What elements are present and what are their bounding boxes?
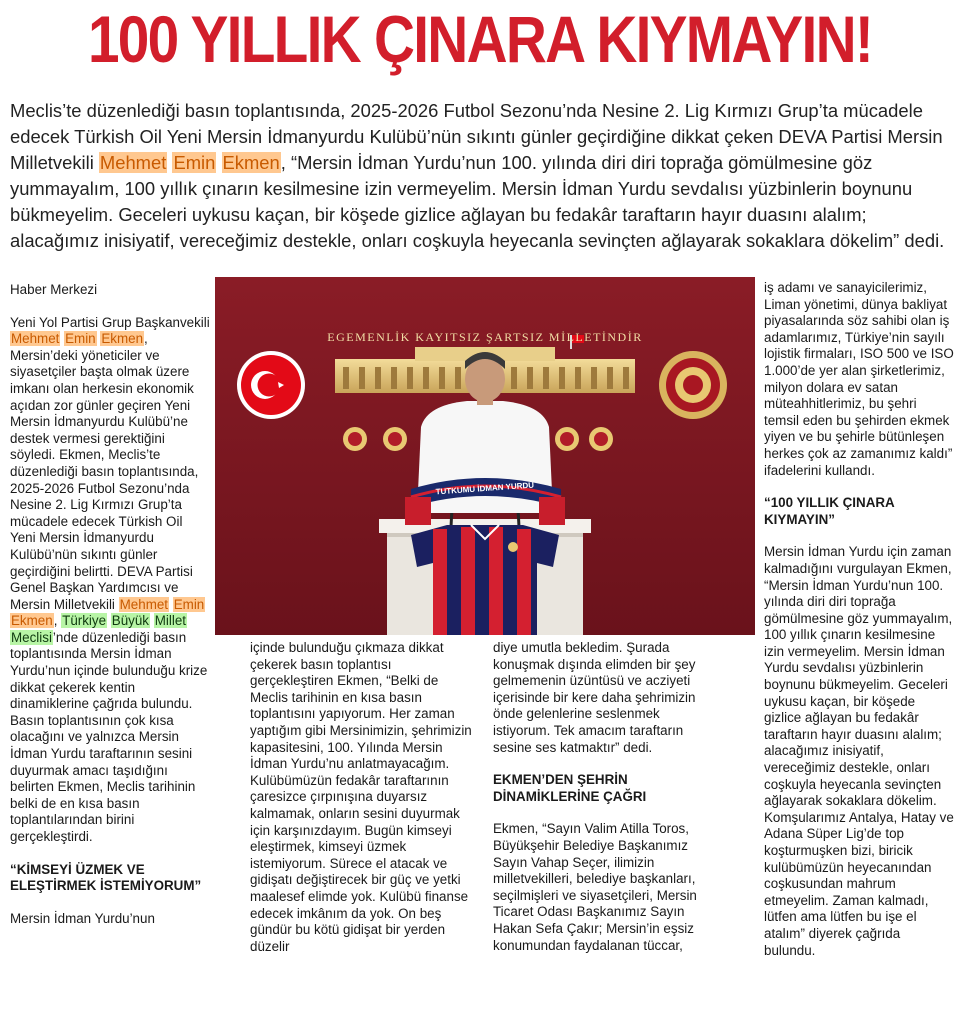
- body-text: Yeni Yol Partisi Grup Başkanvekili: [10, 314, 210, 330]
- highlight-name: Mehmet: [11, 331, 60, 347]
- body-paragraph: iş adamı ve sanayicilerimiz, Liman yönetimi, dünya bakliyat piyasalarında söz sahibi olan iş adamlarımız, Türkiye’nin sayılı lojistik firmaları, ISO 500 ve ISO 1.000’de yer alan şirketlerimiz, milyon dolara ev satan müteahhitlerimiz, bu şehri temsil eden bu şehirden ekmek yiyen ve bu şehirle bütünleşen herkes çok az zamanımız kaldı” ifadelerini kullandı.: [764, 280, 954, 478]
- parliament-press-photo: [215, 277, 755, 635]
- highlight-name: Emin: [65, 331, 96, 347]
- byline: Haber Merkezi: [10, 282, 98, 297]
- body-paragraph: içinde bulunduğu çıkmaza dikkat çekerek basın toplantısı gerçekleştiren Ekmen, “Belki de Meclis tarihinin en kısa basın toplantısını yapıyorum. Her zaman yaptığım gibi Mersinimizin, şehrimizin kapasitesini, 100. Yılında Mersin İdman Yurdu’nu anlatmayacağım. Kulübümüzün fedakâr taraftarının çaresizce çırpınışına duyarsız kalmamak, onların sesini duyurmak için karşınızdayım. Bugün kimseyi eleştirmek, kimseyi üzmek istemiyorum. Sürece el atacak ve gidişatı değiştirecek bir güç ve yetki maalesef elimde yok. Kulübü finanse edecek imkânım da yok. On beş gündür bu kötü gidişat bir yerden düzelir: [250, 640, 472, 954]
- team-jersey: [411, 525, 559, 635]
- column-2: [250, 640, 473, 955]
- banner-text: EGEMENLİK KAYITSIZ ŞARTSIZ MİLLETİNDİR: [327, 330, 643, 344]
- lead-text: , “Mersin İdman Yurdu’nun 100. yılında diri diri toprağa gömülmesine göz yummayalım, 100 yıllık çınarın kesilmesine izin vermeyelim. Mersin İdman Yurdu sevdalısı yüzbinlerin boynunu bükmeyelim. Geceleri uykusu kaçan, bir köşede gizlice ağlayan bu fedakâr taraftarın hayır duasını alalım; alacağımız inisiyatif, vereceğimiz destekle, onları coşkuyla heyecanla sevinçten ağlayarak sokaklara dökelim” dedi.: [10, 152, 945, 251]
- scarf-text: TUTKUMU İDMAN YURDU: [435, 480, 535, 497]
- section-heading: EKMEN’DEN ŞEHRİN DİNAMİKLERİNE ÇAĞRI: [493, 772, 647, 804]
- body-paragraph: Ekmen, “Sayın Valim Atilla Toros, Büyükşehir Belediye Başkanımız Sayın Vahap Seçer, ilimizin milletvekilleri, belediye başkanları, seçilmişleri ve siyasetçileri, Mersin Ticaret Odası Başkanımız Sayın Hakan Sefa Çakır; Mersin’in eşsiz konumundan faydalanan tüccar,: [493, 821, 697, 953]
- highlight-name: Emin: [173, 596, 205, 612]
- body-paragraph: Mersin İdman Yurdu’nun: [10, 910, 155, 926]
- column-1: [10, 282, 210, 927]
- article-photo: [215, 277, 755, 635]
- highlight-name: Ekmen: [11, 613, 53, 629]
- lead-text: Meclis’te düzenlediği basın toplantısında, 2025-2026 Futbol Sezonu’nda Nesine 2. Lig Kırmızı Grup’ta mücadele edecek Türkish Oil Yeni Mersin İdmanyurdu Kulübü’nün sıkıntı günler geçirdiğine dikkat çeken DEVA Partisi Mersin Milletvekili: [10, 100, 943, 173]
- column-4: [764, 280, 954, 959]
- highlight-name: Mehmet: [119, 596, 169, 612]
- body-paragraph: diye umutla bekledim. Şurada konuşmak dışında elimden bir şey gelmemenin üzüntüsü ve acziyeti içerisinde bir kere daha şehrimizin önde gelenlerine seslenmek istiyorum. Tek amacım taraftarın sesine ses katmaktır” dedi.: [493, 640, 696, 755]
- section-heading: “KİMSEYİ ÜZMEK VE ELEŞTİRMEK İSTEMİYORUM”: [10, 861, 202, 894]
- parliament-seal-icon: [659, 351, 727, 419]
- highlight-term: Meclisi: [11, 629, 52, 645]
- body-text: ’nde düzenlediği basın toplantısında Mersin İdman Yurdu’nun içinde bulunduğu krize dikkat çekerek kentin dinamiklerine çağrıda bulundu. Basın toplantısının çok kısa olacağını ve yalnızca Mersin İdman Yurdu taraftarının sesini duyurmak amacı taşıdığını belirten Ekmen, Meclis tarihinin belki de en kısa basın toplantılarından birini gerçekleştirdi.: [10, 629, 208, 844]
- highlight-name: Ekmen: [222, 152, 280, 173]
- highlight-term: Millet: [154, 613, 186, 629]
- body-text: , Mersin’deki yöneticiler ve siyasetçiler başta olmak üzere imkanı olan herkesin ekonomik açıdan zor günler geçiren Yeni Mersin İdmanyurdu Kulübü’ne destek vermesi gerektiğini söyledi. Ekmen, Meclis’te düzenlediği basın toplantısında, 2025-2026 Futbol Sezonu’nda Nesine 2. Lig Kırmızı Grup’ta mücadele edecek Türkish Oil Yeni Mersin İdmanyurdu Kulübü’nün sıkıntı günler geçirdiğini belirtti. DEVA Partisi Genel Başkan Yardımcısı ve Mersin Milletvekili: [10, 331, 199, 612]
- body-paragraph: [10, 315, 210, 846]
- highlight-name: Emin: [173, 152, 216, 173]
- headline: 100 YILLIK ÇINARA KIYMAYIN!: [87, 2, 873, 76]
- column-3: [493, 640, 717, 954]
- section-heading: “100 YILLIK ÇINARA KIYMAYIN”: [764, 495, 895, 527]
- highlight-name: Ekmen: [101, 331, 144, 347]
- lead-paragraph: [10, 98, 952, 254]
- highlight-term: Türkiye: [62, 613, 107, 629]
- body-text: ,: [53, 613, 62, 629]
- highlight-term: Büyük: [111, 613, 149, 629]
- body-paragraph: Mersin İdman Yurdu için zaman kalmadığını vurgulayan Ekmen, “Mersin İdman Yurdu’nun 100. yılında diri diri toprağa gömülmesine göz yummayalım, 100 yıllık çınarın kesilmesine izin vermeyelim. Mersin İdman Yurdu sevdalısı yüzbinlerin boynunu bükmeyelim. Geceleri uykusu kaçan, bir köşede gizlice ağlayan bu fedakâr taraftarın hayır duasını alalım; alacağımız inisiyatif, vereceğimiz destekle, onları coşkuyla heyecanla sevinçten ağlayarak sokaklara dökelim. Komşularımız Antalya, Hatay ve Adana Süper Lig’de top koşturmuşken bizi, biricik kulübümüzün heyecanından coşkusundan mahrum etmeyelim. Zaman kalmadı, lütfen ama lütfen bu işe el atalım” diyerek çağrıda bulundu.: [764, 544, 954, 958]
- turkish-flag-emblem-icon: [237, 351, 305, 419]
- highlight-name: Mehmet: [99, 152, 167, 173]
